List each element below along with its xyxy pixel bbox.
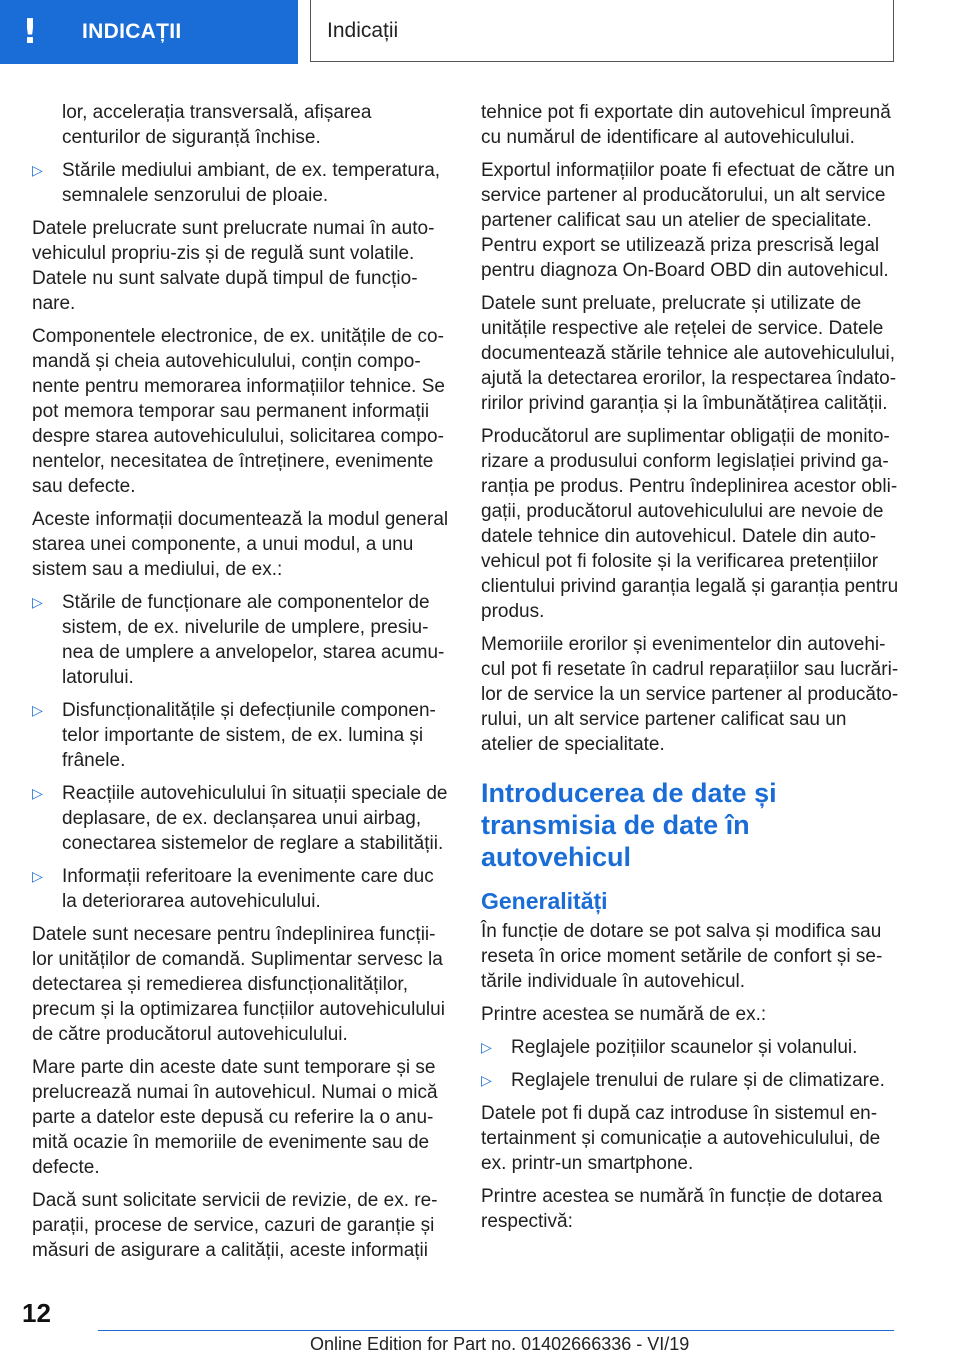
paragraph: Datele prelucrate sunt prelucrate numai în autovehiculul propriu-zis și de regulă sunt volatile. Datele nu sunt salvate după timpul de funcționare. — [32, 218, 435, 314]
list-item: ▷ Reglajele pozițiilor scaunelor și volanului. — [481, 1037, 858, 1058]
paragraph: Exportul informațiilor poate fi efectuat de către un service partener al producătorului, un alt service partener calificat sau un atelier de specialitate. Pentru export se utilizează priza prescrisă legal pentru diagnoza On-Board OBD din autovehicul. — [481, 160, 896, 281]
triangle-bullet-icon: ▷ — [32, 162, 43, 178]
triangle-bullet-icon: ▷ — [32, 785, 43, 801]
footer-divider — [98, 1330, 894, 1331]
list-item: ▷ Stările de funcționare ale componentelor de sistem, de ex. nivelurile de umplere, presiunea de umplere a anvelopelor, starea acumulatorului. — [32, 592, 445, 688]
paragraph: Memoriile erorilor și evenimentelor din autovehicul pot fi resetate în cadrul reparațiilor sau lucrărilor de service la un service partener al producătorului, un alt service partener calificat sau un atelier de specialitate. — [481, 634, 899, 755]
paragraph: Dacă sunt solicitate servicii de revizie, de ex. reparații, procese de service, cazuri de garanție și măsuri de asigurare a calității, aceste informații — [32, 1190, 438, 1261]
triangle-bullet-icon: ▷ — [32, 594, 43, 610]
list-item: ▷ Disfuncționalitățile și defecțiunile componentelor importante de sistem, de ex. lumina și frânele. — [32, 700, 436, 771]
edition-footer: Online Edition for Part no. 01402666336 - VI/19 — [310, 1334, 690, 1354]
section-tab-label: INDICAȚII — [82, 20, 182, 43]
paragraph: Componentele electronice, de ex. unitățile de comandă și cheia autovehiculului, conțin componente pentru memorarea informațiilor tehnice. Se pot memora temporar sau permanent informații despre starea autovehiculului, solicitarea componentelor, necesitatea de întreținere, evenimente sau defecte. — [32, 326, 445, 497]
paragraph: Printre acestea se numără de ex.: — [481, 1004, 767, 1025]
triangle-bullet-icon: ▷ — [481, 1039, 492, 1055]
triangle-bullet-icon: ▷ — [32, 702, 43, 718]
triangle-bullet-icon: ▷ — [481, 1072, 492, 1088]
paragraph: tehnice pot fi exportate din autovehicul împreună cu numărul de identificare al autovehiculului. — [481, 102, 891, 148]
paragraph: Datele sunt necesare pentru îndeplinirea funcțiilor unităților de comandă. Suplimentar servesc la detectarea și remedierea disfuncționalităților, precum și la optimizarea funcțiilor autovehiculului de către producătorul autovehiculului. — [32, 924, 445, 1045]
subsection-tab — [310, 0, 894, 62]
left-column — [32, 100, 450, 1271]
paragraph: Aceste informații documentează la modul general starea unei componente, a unui modul, a unu sistem sau a mediului, de ex.: — [32, 509, 449, 580]
paragraph: Printre acestea se numără în funcție de dotarea respectivă: — [481, 1186, 883, 1232]
paragraph: Datele pot fi după caz introduse în sistemul entertainment și comunicație a autovehiculului, de ex. printr-un smartphone. — [481, 1103, 881, 1174]
list-item: ▷ Informații referitoare la evenimente care duc la deteriorarea autovehiculului. — [32, 866, 434, 912]
exclamation-icon: ! — [22, 12, 38, 52]
continued-bullet-text: lor, accelerația transversală, afișarea centurilor de siguranță închise. — [62, 102, 372, 148]
subsection-heading: Generalități — [481, 888, 608, 914]
page-number: 12 — [22, 1298, 51, 1328]
list-item: ▷ Stările mediului ambiant, de ex. temperatura, semnalele senzorului de ploaie. — [32, 160, 441, 206]
triangle-bullet-icon: ▷ — [32, 868, 43, 884]
paragraph: În funcție de dotare se pot salva și modifica sau reseta în orice moment setările de confort și setările individuale în autovehicul. — [481, 921, 883, 992]
section-heading: Introducerea de date și transmisia de date în autovehicul — [481, 778, 777, 872]
list-item: ▷ Reacțiile autovehiculului în situații speciale de deplasare, de ex. declanșarea unui airbag, conectarea sistemelor de reglare a stabilității. — [32, 783, 448, 854]
subsection-tab-label: Indicații — [327, 18, 399, 42]
section-tab — [0, 0, 298, 64]
right-column — [481, 100, 899, 1242]
list-item: ▷ Reglajele trenului de rulare și de climatizare. — [481, 1070, 885, 1091]
paragraph: Producătorul are suplimentar obligații de monitorizare a produsului conform legislației privind garanția pe produs. Pentru îndeplinirea acestor obligații, producătorul autovehiculului are nevoie de datele tehnice din autovehicul. Datele din autovehicul pot fi folosite și la verificarea pretențiilor clientului privind garanția legală și garanția pentru produs. — [481, 426, 899, 622]
paragraph: Datele sunt preluate, prelucrate și utilizate de unitățile respective ale rețelei de service. Datele documentează stările tehnice ale autovehiculului, ajută la detectarea erorilor, la respectarea îndatoririlor privind garanția și la îmbunătățirea calității. — [481, 293, 897, 414]
paragraph: Mare parte din aceste date sunt temporare și se prelucrează numai în autovehicul. Numai o mică parte a datelor este depusă cu referire la o anumită ocazie în memoriile de evenimente sau de defecte. — [32, 1057, 438, 1178]
